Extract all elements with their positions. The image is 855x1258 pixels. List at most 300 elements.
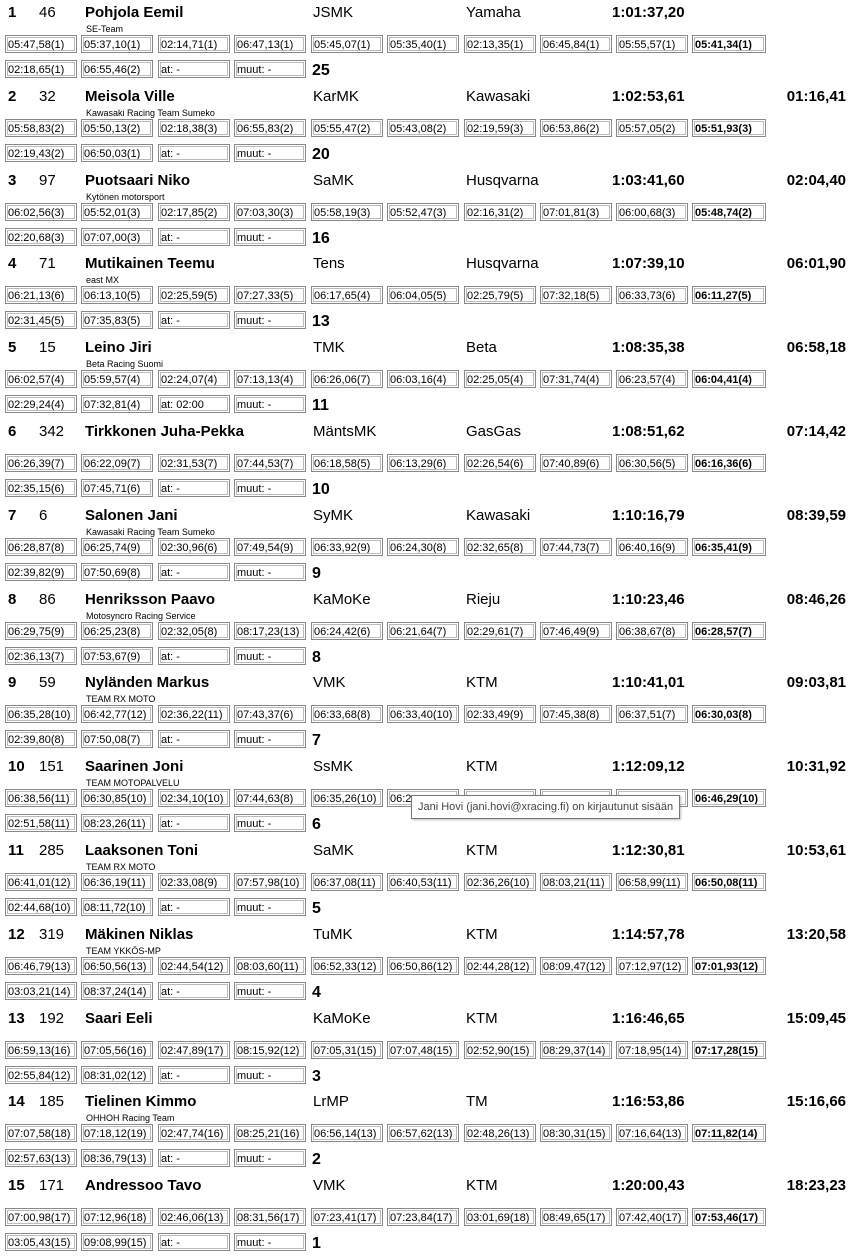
rider-number: 46 xyxy=(39,4,56,21)
lap-time-cell: 06:57,62(13) xyxy=(387,1124,459,1142)
at-cell: at: - xyxy=(158,814,230,832)
rider-header xyxy=(6,422,846,442)
lap-time-cell: 06:55,83(2) xyxy=(234,119,306,137)
rider-number: 171 xyxy=(39,1177,65,1195)
lap-time-cell: 06:46,79(13) xyxy=(5,957,77,975)
total-time: 1:03:41,60 xyxy=(612,171,685,189)
lap-time-cell: 05:59,57(4) xyxy=(81,370,153,388)
total-time: 1:14:57,78 xyxy=(612,925,685,943)
rider-header xyxy=(6,1009,846,1029)
rider-entry xyxy=(0,922,855,1006)
club: TMK xyxy=(313,339,345,357)
lap-time-cell: 02:47,74(16) xyxy=(158,1124,230,1142)
at-cell: at: - xyxy=(158,563,230,581)
lap-time-cell: 06:24,42(6) xyxy=(311,622,383,640)
rider-entry xyxy=(0,670,855,754)
lap-time-cell: 07:07,58(18) xyxy=(5,1124,77,1142)
at-cell: at: - xyxy=(158,1233,230,1251)
lap-time-cell: 07:01,81(3) xyxy=(540,203,612,221)
rider-number: 342 xyxy=(39,423,65,440)
lap-time-cell: 08:49,65(17) xyxy=(540,1208,612,1226)
lap-time-cell: 05:35,40(1) xyxy=(387,35,459,53)
lap-time-cell: 06:41,01(12) xyxy=(5,873,77,891)
lap-time-cell: 07:12,97(12) xyxy=(616,957,688,975)
lap-time-cell: 02:34,10(10) xyxy=(158,789,230,807)
lap-time-cell: 02:36,13(7) xyxy=(5,647,77,665)
time-difference: 06:58,18 xyxy=(786,339,846,357)
lap-time-cell: 02:13,35(1) xyxy=(464,35,536,53)
rider-header xyxy=(6,841,846,861)
rider-header xyxy=(6,3,846,23)
rider-name: Laaksonen Toni xyxy=(85,842,199,859)
rider-name: Puotsaari Niko xyxy=(85,171,191,189)
rider-header xyxy=(6,1176,846,1196)
lap-time-cell: 07:50,08(7) xyxy=(81,730,153,748)
lap-time-cell: 08:11,72(10) xyxy=(81,898,153,916)
rider-name: Tirkkonen Juha-Pekka xyxy=(85,423,244,440)
lap-time-cell: 06:50,03(1) xyxy=(81,144,153,162)
rider-number: 285 xyxy=(39,842,65,859)
best-lap-cell: 06:16,36(6) xyxy=(692,454,766,472)
position: 2 xyxy=(8,87,17,105)
lap-time-cell: 02:19,59(3) xyxy=(464,119,536,137)
best-lap-cell: 06:11,27(5) xyxy=(692,286,766,304)
points: 25 xyxy=(312,62,330,79)
lap-time-cell: 07:23,41(17) xyxy=(311,1208,383,1226)
lap-time-cell: 07:35,83(5) xyxy=(81,311,153,329)
total-time: 1:08:51,62 xyxy=(612,423,685,440)
lap-time-cell: 06:50,56(13) xyxy=(81,957,153,975)
best-lap-cell: 07:11,82(14) xyxy=(692,1124,766,1142)
muut-cell: muut: - xyxy=(234,814,306,832)
time-difference: 07:14,42 xyxy=(786,423,846,440)
lap-time-cell: 06:37,08(11) xyxy=(311,873,383,891)
rider-entry xyxy=(0,1173,855,1257)
total-time: 1:07:39,10 xyxy=(612,255,685,273)
lap-time-cell: 02:18,65(1) xyxy=(5,60,77,78)
muut-cell: muut: - xyxy=(234,395,306,413)
position: 9 xyxy=(8,674,17,692)
lap-time-cell: 07:50,69(8) xyxy=(81,563,153,581)
at-cell: at: - xyxy=(158,144,230,162)
rider-name: Salonen Jani xyxy=(85,506,178,524)
position: 8 xyxy=(8,590,17,608)
lap-time-cell: 06:33,40(10) xyxy=(387,705,459,723)
lap-time-cell: 07:27,33(5) xyxy=(234,286,306,304)
team-name: Kytönen motorsport xyxy=(86,191,165,202)
lap-time-cell: 06:02,56(3) xyxy=(5,203,77,221)
rider-number: 192 xyxy=(39,1009,65,1027)
lap-time-cell: 06:35,26(10) xyxy=(311,789,383,807)
lap-time-cell: 08:23,26(11) xyxy=(81,814,153,832)
muut-cell: muut: - xyxy=(234,898,306,916)
time-difference: 01:16,41 xyxy=(786,87,846,105)
bike-brand: Kawasaki xyxy=(466,87,531,105)
lap-time-cell: 03:01,69(18) xyxy=(464,1208,536,1226)
lap-time-cell: 07:44,53(7) xyxy=(234,454,306,472)
lap-time-cell: 06:30,56(5) xyxy=(616,454,688,472)
muut-cell: muut: - xyxy=(234,311,306,329)
lap-time-cell: 06:40,16(9) xyxy=(616,538,688,556)
rider-name: Mutikainen Teemu xyxy=(85,255,215,273)
time-difference: 08:39,59 xyxy=(786,506,846,524)
lap-time-cell: 07:05,56(16) xyxy=(81,1041,153,1059)
time-difference: 02:04,40 xyxy=(786,171,846,189)
best-lap-cell: 07:01,93(12) xyxy=(692,957,766,975)
rider-entry xyxy=(0,838,855,922)
points: 20 xyxy=(312,145,330,163)
club: KaMoKe xyxy=(313,1009,371,1027)
lap-time-cell: 06:40,53(11) xyxy=(387,873,459,891)
lap-time-cell: 07:44,73(7) xyxy=(540,538,612,556)
lap-time-cell: 07:00,98(17) xyxy=(5,1208,77,1226)
position: 11 xyxy=(8,842,24,859)
total-time: 1:10:23,46 xyxy=(612,590,685,608)
lap-time-cell: 05:52,47(3) xyxy=(387,203,459,221)
lap-time-cell: 07:32,18(5) xyxy=(540,286,612,304)
at-cell: at: - xyxy=(158,311,230,329)
lap-time-cell: 07:03,30(3) xyxy=(234,203,306,221)
lap-time-cell: 05:58,19(3) xyxy=(311,203,383,221)
time-difference: 18:23,23 xyxy=(786,1177,846,1195)
lap-time-cell: 07:53,67(9) xyxy=(81,647,153,665)
lap-time-cell: 07:16,64(13) xyxy=(616,1124,688,1142)
bike-brand: GasGas xyxy=(466,423,522,440)
lap-time-cell: 06:35,28(10) xyxy=(5,705,77,723)
position: 12 xyxy=(8,925,25,943)
position: 4 xyxy=(8,255,17,273)
total-time: 1:01:37,20 xyxy=(612,4,685,21)
time-difference: 06:01,90 xyxy=(786,255,846,273)
lap-time-cell: 07:57,98(10) xyxy=(234,873,306,891)
lap-time-cell: 02:25,05(4) xyxy=(464,370,536,388)
lap-time-cell: 02:36,22(11) xyxy=(158,705,230,723)
lap-time-cell: 06:02,57(4) xyxy=(5,370,77,388)
team-name: TEAM MOTOPALVELU xyxy=(86,778,180,789)
at-cell: at: - xyxy=(158,228,230,246)
lap-time-cell: 06:33,92(9) xyxy=(311,538,383,556)
bike-brand: Yamaha xyxy=(466,4,521,21)
rider-entry xyxy=(0,419,855,503)
lap-time-cell: 06:33,68(8) xyxy=(311,705,383,723)
lap-time-cell: 05:55,57(1) xyxy=(616,35,688,53)
team-name: TEAM RX MOTO xyxy=(86,862,156,872)
lap-time-cell: 06:52,33(12) xyxy=(311,957,383,975)
lap-time-cell: 02:44,68(10) xyxy=(5,898,77,916)
lap-time-cell: 06:28,87(8) xyxy=(5,538,77,556)
lap-time-cell: 02:46,06(13) xyxy=(158,1208,230,1226)
total-time: 1:10:16,79 xyxy=(612,506,685,524)
lap-time-cell: 06:55,46(2) xyxy=(81,60,153,78)
at-cell: at: - xyxy=(158,982,230,1000)
lap-time-cell: 02:33,08(9) xyxy=(158,873,230,891)
rider-header xyxy=(6,757,846,777)
rider-name: Pohjola Eemil xyxy=(85,4,184,21)
best-lap-cell: 06:30,03(8) xyxy=(692,705,766,723)
team-name: Kawasaki Racing Team Sumeko xyxy=(86,107,215,118)
rider-header xyxy=(6,254,846,274)
club: JSMK xyxy=(313,4,354,21)
best-lap-cell: 06:04,41(4) xyxy=(692,370,766,388)
lap-time-cell: 02:55,84(12) xyxy=(5,1066,77,1084)
lap-time-cell: 06:00,68(3) xyxy=(616,203,688,221)
lap-time-cell: 06:38,56(11) xyxy=(5,789,77,807)
time-difference: 08:46,26 xyxy=(786,590,846,608)
club: TuMK xyxy=(313,925,353,943)
club: Tens xyxy=(313,255,345,273)
at-cell: at: - xyxy=(158,60,230,78)
lap-time-cell: 02:31,53(7) xyxy=(158,454,230,472)
points: 9 xyxy=(312,564,321,582)
position: 10 xyxy=(8,758,25,776)
lap-time-cell: 07:07,00(3) xyxy=(81,228,153,246)
points: 2 xyxy=(312,1151,321,1169)
lap-time-cell: 05:58,83(2) xyxy=(5,119,77,137)
rider-number: 319 xyxy=(39,925,65,943)
bike-brand: KTM xyxy=(466,925,498,943)
lap-time-cell: 02:32,05(8) xyxy=(158,622,230,640)
lap-time-cell: 02:57,63(13) xyxy=(5,1149,77,1167)
team-name: OHHOH Racing Team xyxy=(86,1113,175,1124)
best-lap-cell: 06:46,29(10) xyxy=(692,789,766,807)
lap-time-cell: 03:05,43(15) xyxy=(5,1233,77,1251)
lap-time-cell: 02:18,38(3) xyxy=(158,119,230,137)
lap-time-cell: 02:52,90(15) xyxy=(464,1041,536,1059)
rider-name: Tielinen Kimmo xyxy=(85,1093,197,1111)
lap-time-cell: 05:47,58(1) xyxy=(5,35,77,53)
lap-time-cell: 02:24,07(4) xyxy=(158,370,230,388)
lap-time-cell: 06:25,23(8) xyxy=(81,622,153,640)
lap-time-cell: 02:39,80(8) xyxy=(5,730,77,748)
lap-time-cell: 06:18,58(5) xyxy=(311,454,383,472)
total-time: 1:10:41,01 xyxy=(612,674,685,692)
lap-time-cell: 08:37,24(14) xyxy=(81,982,153,1000)
lap-time-cell: 06:24,30(8) xyxy=(387,538,459,556)
lap-time-cell: 07:23,84(17) xyxy=(387,1208,459,1226)
lap-time-cell: 07:13,13(4) xyxy=(234,370,306,388)
position: 14 xyxy=(8,1093,25,1111)
rider-name: Andressoo Tavo xyxy=(85,1177,202,1195)
bike-brand: Kawasaki xyxy=(466,506,531,524)
rider-entry xyxy=(0,84,855,168)
rider-number: 71 xyxy=(39,255,56,273)
points: 1 xyxy=(312,1235,321,1253)
rider-name: Saarinen Joni xyxy=(85,758,184,776)
lap-time-cell: 06:47,13(1) xyxy=(234,35,306,53)
points: 8 xyxy=(312,648,321,666)
lap-time-cell: 06:37,51(7) xyxy=(616,705,688,723)
lap-time-cell: 08:09,47(12) xyxy=(540,957,612,975)
total-time: 1:12:30,81 xyxy=(612,842,685,859)
team-name: Kawasaki Racing Team Sumeko xyxy=(86,526,215,537)
lap-time-cell: 05:52,01(3) xyxy=(81,203,153,221)
team-name: TEAM YKKÖS-MP xyxy=(86,945,161,956)
lap-time-cell: 02:39,82(9) xyxy=(5,563,77,581)
lap-time-cell: 08:15,92(12) xyxy=(234,1041,306,1059)
rider-header xyxy=(6,506,846,526)
rider-name: Nyländen Markus xyxy=(85,674,210,692)
lap-time-cell: 08:31,56(17) xyxy=(234,1208,306,1226)
time-difference: 09:03,81 xyxy=(786,674,846,692)
lap-time-cell: 05:57,05(2) xyxy=(616,119,688,137)
at-cell: at: - xyxy=(158,479,230,497)
time-difference: 15:16,66 xyxy=(786,1093,846,1111)
best-lap-cell: 07:17,28(15) xyxy=(692,1041,766,1059)
login-tooltip: Jani Hovi (jani.hovi@xracing.fi) on kirjautunut sisään xyxy=(411,795,680,819)
club: SyMK xyxy=(313,506,354,524)
muut-cell: muut: - xyxy=(234,60,306,78)
lap-time-cell: 07:07,48(15) xyxy=(387,1041,459,1059)
lap-time-cell: 06:36,19(11) xyxy=(81,873,153,891)
lap-time-cell: 06:53,86(2) xyxy=(540,119,612,137)
rider-name: Mäkinen Niklas xyxy=(85,925,194,943)
total-time: 1:20:00,43 xyxy=(612,1177,685,1195)
lap-time-cell: 06:45,84(1) xyxy=(540,35,612,53)
lap-time-cell: 02:51,58(11) xyxy=(5,814,77,832)
bike-brand: KTM xyxy=(466,1009,498,1027)
lap-time-cell: 07:43,37(6) xyxy=(234,705,306,723)
at-cell: at: - xyxy=(158,1149,230,1167)
lap-time-cell: 06:13,29(6) xyxy=(387,454,459,472)
club: KarMK xyxy=(313,87,359,105)
lap-time-cell: 06:56,14(13) xyxy=(311,1124,383,1142)
club: SaMK xyxy=(313,171,354,189)
total-time: 1:12:09,12 xyxy=(612,758,685,776)
rider-entry xyxy=(0,0,855,84)
team-name: Beta Racing Suomi xyxy=(86,359,164,370)
club: LrMP xyxy=(313,1093,349,1111)
best-lap-cell: 07:53,46(17) xyxy=(692,1208,766,1226)
lap-time-cell: 02:48,26(13) xyxy=(464,1124,536,1142)
lap-time-cell: 02:35,15(6) xyxy=(5,479,77,497)
lap-time-cell: 06:38,67(8) xyxy=(616,622,688,640)
lap-time-cell: 06:03,16(4) xyxy=(387,370,459,388)
lap-time-cell: 06:25,74(9) xyxy=(81,538,153,556)
lap-time-cell: 07:31,74(4) xyxy=(540,370,612,388)
lap-time-cell: 06:58,99(11) xyxy=(616,873,688,891)
lap-time-cell: 02:25,59(5) xyxy=(158,286,230,304)
at-cell: at: 02:00 xyxy=(158,395,230,413)
lap-time-cell: 07:46,49(9) xyxy=(540,622,612,640)
lap-time-cell: 07:18,95(14) xyxy=(616,1041,688,1059)
lap-time-cell: 02:20,68(3) xyxy=(5,228,77,246)
lap-time-cell: 06:23,57(4) xyxy=(616,370,688,388)
time-difference: 10:53,61 xyxy=(786,842,846,859)
time-difference: 10:31,92 xyxy=(786,758,846,776)
points: 11 xyxy=(312,397,329,415)
lap-time-cell: 07:44,63(8) xyxy=(234,789,306,807)
total-time: 1:16:53,86 xyxy=(612,1093,685,1111)
team-name: SE-Team xyxy=(86,24,124,34)
position: 7 xyxy=(8,506,17,524)
lap-time-cell: 02:16,31(2) xyxy=(464,203,536,221)
lap-time-cell: 06:22,09(7) xyxy=(81,454,153,472)
lap-time-cell: 02:29,24(4) xyxy=(5,395,77,413)
rider-name: Saari Eeli xyxy=(85,1009,153,1027)
lap-time-cell: 06:33,73(6) xyxy=(616,286,688,304)
rider-number: 15 xyxy=(39,339,56,357)
lap-time-cell: 02:44,28(12) xyxy=(464,957,536,975)
lap-time-cell: 06:42,77(12) xyxy=(81,705,153,723)
rider-number: 6 xyxy=(39,506,48,524)
position: 15 xyxy=(8,1177,25,1195)
points: 6 xyxy=(312,816,321,834)
lap-time-cell: 09:08,99(15) xyxy=(81,1233,153,1251)
lap-time-cell: 07:32,81(4) xyxy=(81,395,153,413)
lap-time-cell: 08:03,60(11) xyxy=(234,957,306,975)
rider-number: 86 xyxy=(39,590,56,608)
lap-time-cell: 06:17,65(4) xyxy=(311,286,383,304)
lap-time-cell: 08:29,37(14) xyxy=(540,1041,612,1059)
best-lap-cell: 05:41,34(1) xyxy=(692,35,766,53)
muut-cell: muut: - xyxy=(234,228,306,246)
lap-time-cell: 07:45,71(6) xyxy=(81,479,153,497)
lap-time-cell: 07:42,40(17) xyxy=(616,1208,688,1226)
lap-time-cell: 08:25,21(16) xyxy=(234,1124,306,1142)
team-name: Motosyncro Racing Service xyxy=(86,610,196,621)
lap-time-cell: 02:19,43(2) xyxy=(5,144,77,162)
lap-time-cell: 02:14,71(1) xyxy=(158,35,230,53)
lap-time-cell: 07:49,54(9) xyxy=(234,538,306,556)
club: MäntsMK xyxy=(313,423,377,440)
lap-time-cell: 02:30,96(6) xyxy=(158,538,230,556)
lap-time-cell: 06:59,13(16) xyxy=(5,1041,77,1059)
lap-time-cell: 02:29,61(7) xyxy=(464,622,536,640)
total-time: 1:16:46,65 xyxy=(612,1009,685,1027)
lap-time-cell: 06:2 xyxy=(387,789,459,807)
club: SsMK xyxy=(313,758,354,776)
lap-time-cell: 06:04,05(5) xyxy=(387,286,459,304)
lap-time-cell: 07:18,12(19) xyxy=(81,1124,153,1142)
muut-cell: muut: - xyxy=(234,1066,306,1084)
points: 10 xyxy=(312,481,330,498)
lap-time-cell: 05:37,10(1) xyxy=(81,35,153,53)
points: 16 xyxy=(312,229,330,247)
lap-time-cell: 05:50,13(2) xyxy=(81,119,153,137)
rider-entry xyxy=(0,335,855,419)
lap-time-cell: 02:44,54(12) xyxy=(158,957,230,975)
rider-header xyxy=(6,171,846,191)
at-cell: at: - xyxy=(158,1066,230,1084)
rider-name: Henriksson Paavo xyxy=(85,590,216,608)
rider-header xyxy=(6,673,846,693)
time-difference: 15:09,45 xyxy=(786,1009,846,1027)
rider-header xyxy=(6,338,846,358)
lap-time-cell: 08:30,31(15) xyxy=(540,1124,612,1142)
rider-entry xyxy=(0,503,855,587)
at-cell: at: - xyxy=(158,730,230,748)
best-lap-cell: 05:48,74(2) xyxy=(692,203,766,221)
lap-time-cell: 02:25,79(5) xyxy=(464,286,536,304)
at-cell: at: - xyxy=(158,647,230,665)
position: 3 xyxy=(8,171,17,189)
lap-time-cell: 07:05,31(15) xyxy=(311,1041,383,1059)
lap-time-cell: 06:21,13(6) xyxy=(5,286,77,304)
muut-cell: muut: - xyxy=(234,144,306,162)
lap-time-cell: 06:13,10(5) xyxy=(81,286,153,304)
rider-entry xyxy=(0,1089,855,1173)
rider-number: 59 xyxy=(39,674,56,692)
lap-time-cell: 05:55,47(2) xyxy=(311,119,383,137)
rider-entry xyxy=(0,251,855,335)
muut-cell: muut: - xyxy=(234,479,306,497)
bike-brand: TM xyxy=(466,1093,488,1111)
best-lap-cell: 06:35,41(9) xyxy=(692,538,766,556)
muut-cell: muut: - xyxy=(234,563,306,581)
lap-time-cell: 02:31,45(5) xyxy=(5,311,77,329)
bike-brand: Beta xyxy=(466,339,497,357)
points: 5 xyxy=(312,900,321,917)
